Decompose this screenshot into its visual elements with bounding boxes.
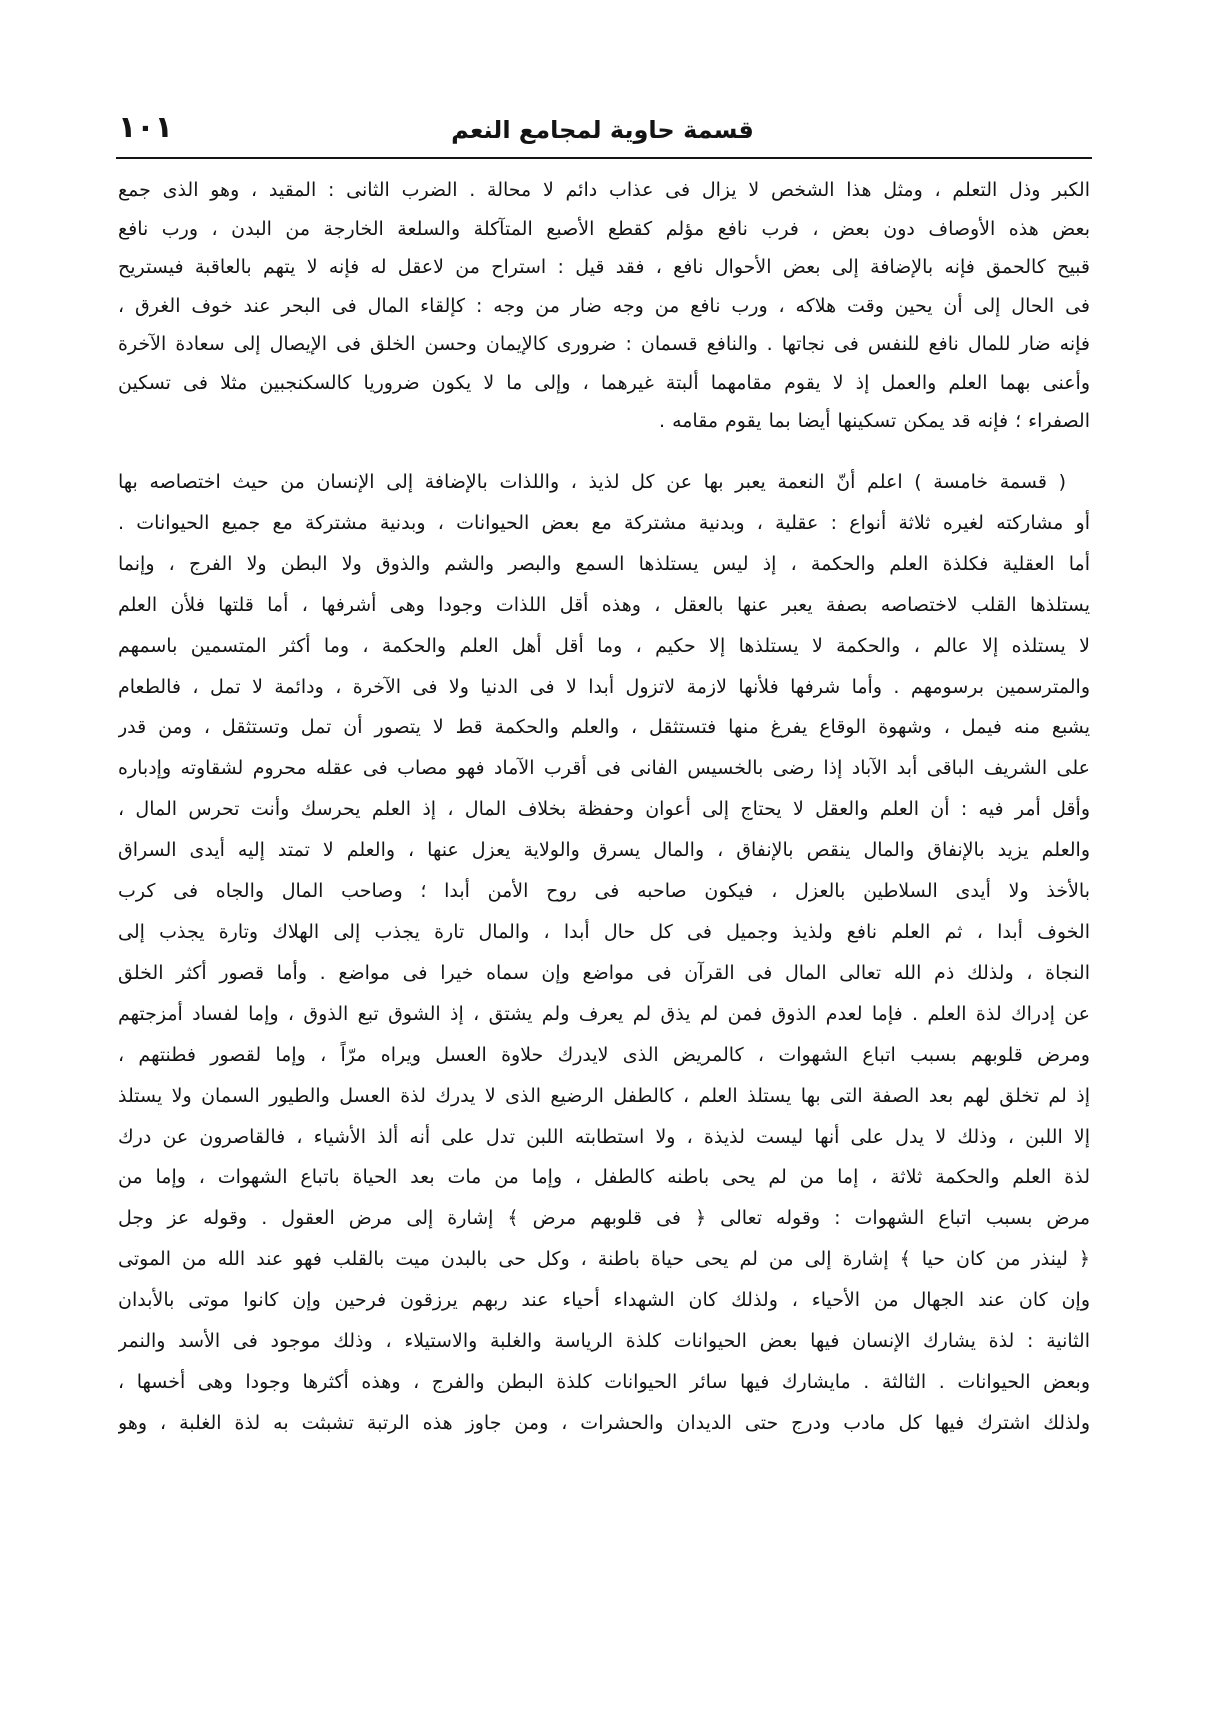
text-line: يستلذها القلب لاختصاصه بصفة يعبر عنها بالعقل ، وهذه أقل اللذات وجودا وهى أشرفها ، أما قلتها فلأن العلم — [118, 593, 1090, 616]
text-line: الكبر وذل التعلم ، ومثل هذا الشخص لا يزال فى عذاب دائم لا محالة . الضرب الثانى : المقيد ، وهو الذى جمع — [118, 179, 1090, 201]
text-line: والعلم يزيد بالإنفاق والمال ينقص بالإنفاق ، والمال يسرق والولاية يعزل عنها ، والعلم لا تمتد إليه أيدى السراق — [118, 839, 1090, 862]
text-line: وبعض الحيوانات . الثالثة . مايشارك فيها سائر الحيوانات كلذة البطن والفرج ، وهذه أكثرها وجودا وهى أخسها ، — [118, 1370, 1090, 1393]
text-line: والمترسمين برسومهم . وأما شرفها فلأنها لازمة لاتزول أبدا لا فى الدنيا ولا فى الآخرة ، ودائمة لا تمل ، فالطعام — [118, 675, 1090, 698]
text-line: قبيح كالحمق فإنه بالإضافة إلى بعض الأحوال نافع ، فقد قيل : استراح من لاعقل له فإنه لا يتهم بالعاقبة فيستريح — [118, 256, 1090, 278]
text-line: إذ لم تخلق لهم بعد الصفة التى بها يستلذ العلم ، كالطفل الرضيع الذى لا يدرك لذة العسل والطيور السمان ولا يستلذ — [118, 1084, 1090, 1107]
text-line: ( قسمة خامسة ) اعلم أنّ النعمة يعبر بها عن كل لذيذ ، واللذات بالإضافة إلى الإنسان من حيث اختصاصه بها — [118, 471, 1066, 493]
running-title: قسمة حاوية لمجامع النعم — [451, 116, 754, 144]
text-line: وأعنى بهما العلم والعمل إذ لا يقوم مقامهما ألبتة غيرهما ، وإلى ما لا يكون ضروريا كالسكنجبين مثلا فى تسكين — [118, 371, 1090, 394]
text-line: أما العقلية فكلذة العلم والحكمة ، إذ ليس يستلذها السمع والبصر والشم والذوق ولا البطن ولا الفرج ، وإنما — [118, 552, 1090, 575]
paragraph — [118, 171, 1090, 441]
text-line: بعض هذه الأوصاف دون بعض ، فرب نافع مؤلم كقطع الأصبع المتآكلة والسلعة الخارجة من البدن ، ورب نافع — [118, 217, 1090, 240]
page-number: ١٠١ — [118, 110, 173, 145]
text-line: فى الحال إلى أن يحين وقت هلاكه ، ورب نافع من وجه ضار من وجه : كإلقاء المال فى البحر عند خوف الغرق ، — [118, 294, 1090, 317]
text-line: الصفراء ؛ فإنه قد يمكن تسكينها أيضا بما يقوم مقامه . — [658, 410, 1090, 432]
paragraph — [118, 462, 1090, 1444]
text-line: لذة العلم والحكمة ثلاثة ، إما من لم يحى باطنه كالطفل ، وإما من مات بعد الحياة باتباع الشهوات ، وإما من — [118, 1166, 1090, 1189]
text-line: لا يستلذه إلا عالم ، والحكمة لا يستلذها إلا حكيم ، وما أقل أهل العلم والحكمة ، وما أكثر المتسمين باسمهم — [118, 634, 1090, 657]
header-rule — [116, 157, 1092, 159]
text-line: أو مشاركته لغيره ثلاثة أنواع : عقلية ، وبدنية مشتركة مع بعض الحيوانات ، وبدنية مشتركة مع جميع الحيوانات . — [118, 511, 1090, 534]
text-line: ﴿ لينذر من كان حيا ﴾ إشارة إلى من لم يحى حياة باطنة ، وكل حى بالبدن ميت بالقلب فهو عند الله من الموتى — [118, 1248, 1090, 1271]
text-line: بالأخذ ولا أيدى السلاطين بالعزل ، فيكون صاحبه فى روح الأمن أبدا ؛ وصاحب المال والجاه فى كرب — [118, 880, 1090, 903]
text-line: عن إدراك لذة العلم . فإما لعدم الذوق فمن لم يذق لم يعرف ولم يشتق ، إذ الشوق تبع الذوق ، وإما لفساد أمزجتهم — [118, 1002, 1090, 1025]
text-line: ومرض قلوبهم بسبب اتباع الشهوات ، كالمريض الذى لايدرك حلاوة العسل ويراه مرّاً ، وإما لقصور فطنتهم ، — [118, 1043, 1090, 1066]
text-line: على الشريف الباقى أبد الآباد إذا رضى بالخسيس الفانى فى أقرب الآماد فهو مصاب فى عقله محروم لشقاوته وإدباره — [118, 757, 1090, 780]
text-line: النجاة ، ولذلك ذم الله تعالى المال فى القرآن فى مواضع وإن سماه خيرا فى مواضع . وأما قصور أكثر الخلق — [118, 961, 1090, 984]
text-line: فإنه ضار للمال نافع للنفس فى نجاتها . والنافع قسمان : ضرورى كالإيمان وحسن الخلق فى الإيصال إلى سعادة الآخرة — [118, 333, 1090, 355]
text-line: إلا اللبن ، وذلك لا يدل على أنها ليست لذيذة ، ولا استطابته اللبن تدل على أنه ألذ الأشياء ، فالقاصرون عن درك — [118, 1125, 1090, 1148]
text-line: الخوف أبدا ، ثم العلم نافع ولذيذ وجميل فى كل حال أبدا ، والمال تارة يجذب إلى الهلاك وتارة يجذب إلى — [118, 920, 1090, 943]
text-line: مرض بسبب اتباع الشهوات : وقوله تعالى ﴿ فى قلوبهم مرض ﴾ إشارة إلى مرض العقول . وقوله عز وجل — [118, 1207, 1090, 1230]
text-line: وإن كان عند الجهال من الأحياء ، ولذلك كان الشهداء أحياء عند ربهم يرزقون فرحين وإن كانوا موتى بالأبدان — [118, 1289, 1090, 1312]
text-line: يشبع منه فيمل ، وشهوة الوقاع يفرغ منها فتستثقل ، والعلم والحكمة قط لا يتصور أن تمل وتستثقل ، ومن قدر — [118, 716, 1090, 739]
text-line: وأقل أمر فيه : أن العلم والعقل لا يحتاج إلى أعوان وحفظة بخلاف المال ، إذ العلم يحرسك وأنت تحرس المال ، — [118, 798, 1090, 821]
text-line: ولذلك اشترك فيها كل مادب ودرج حتى الديدان والحشرات ، ومن جاوز هذه الرتبة تشبثت به لذة الغلبة ، وهو — [118, 1411, 1090, 1434]
text-line: الثانية : لذة يشارك الإنسان فيها بعض الحيوانات كلذة الرياسة والغلبة والاستيلاء ، وذلك موجود فى الأسد والنمر — [118, 1330, 1090, 1353]
